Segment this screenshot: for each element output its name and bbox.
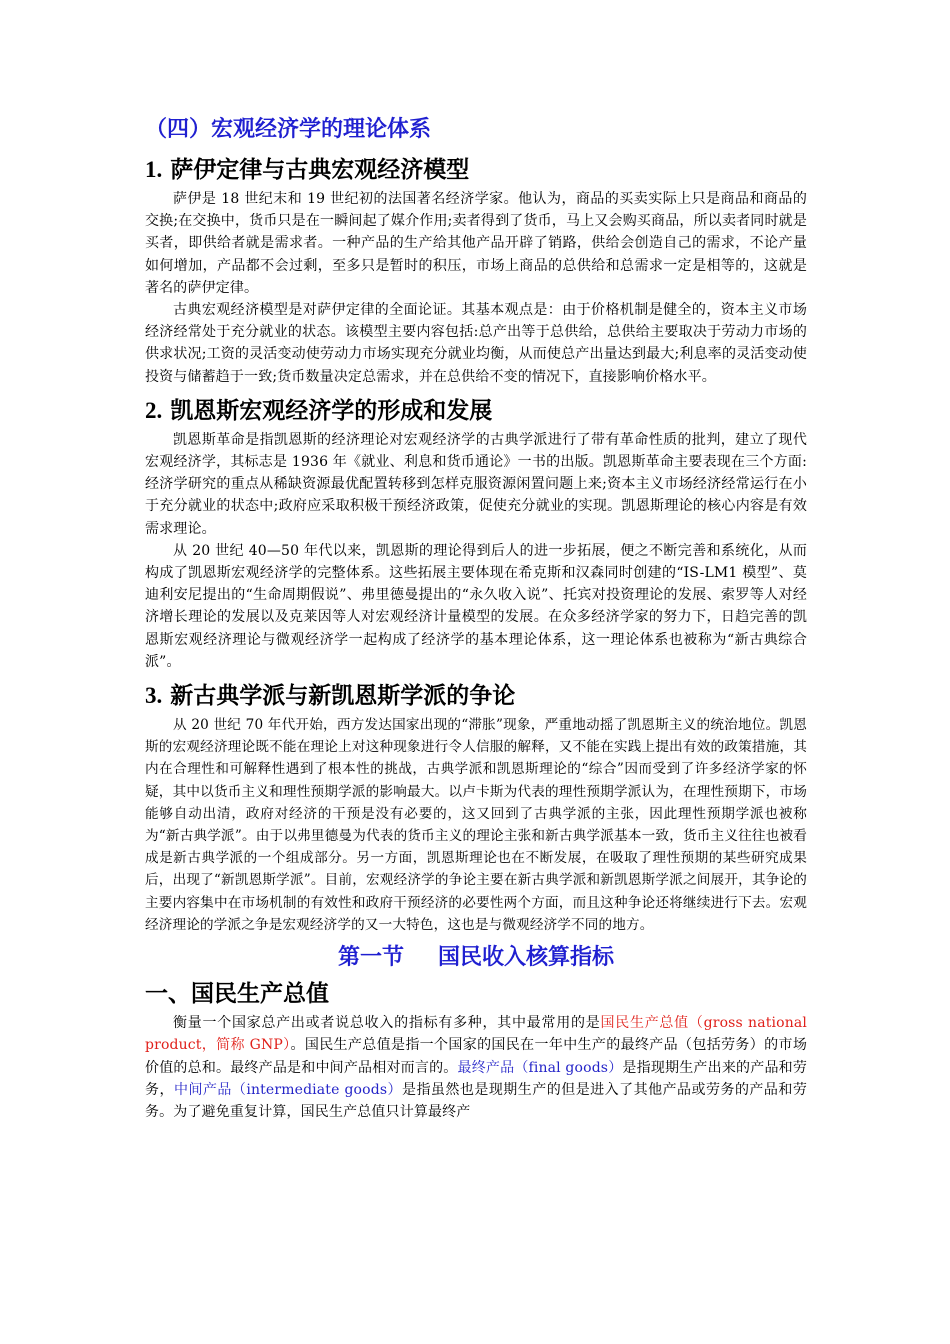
gnp-text-2: 。国民生产总值是指一个国家的国民在一年中生产的最终产品（包括劳务）的市场价值的总和。最终产品是和中间产品相对而言的。 [145, 1037, 807, 1076]
chapter-title [145, 940, 807, 976]
heading-text: 凯恩斯宏观经济学的形成和发展 [170, 396, 493, 424]
paragraph-schools-debate: 从 20 世纪 70 年代开始，西方发达国家出现的“滞胀”现象，严重地动摇了凯恩斯主义的统治地位。凯恩斯的宏观经济理论既不能在理论上对这种现象进行令人信服的解释，又不能在实践上提出有效的政策措施，其内在合理性和可解释性遇到了根本性的挑战，古典学派和凯恩斯理论的“综合”因而受到了许多经济学家的怀疑，其中以货币主义和理性预期学派的影响最大。以卢卡斯为代表的理性预期学派认为，在理性预期下，市场能够自动出清，政府对经济的干预是没有必要的，这又回到了古典学派的主张，因此理性预期学派也被称为“新古典学派”。由于以弗里德曼为代表的货币主义的理论主张和新古典学派基本一致，货币主义往往也被看成是新古典学派的一个组成部分。另一方面，凯恩斯理论也在不断发展，在吸取了理性预期的某些研究成果后，出现了“新凯恩斯学派”。目前，宏观经济学的争论主要在新古典学派和新凯恩斯学派之间展开，其争论的主要内容集中在市场机制的有效性和政府干预经济的必要性两个方面，而且这种争论还将继续进行下去。宏观经济理论的学派之争是宏观经济学的又一大特色，这也是与微观经济学不同的地方。 [145, 717, 807, 933]
document-page [145, 112, 807, 1123]
paragraph-gnp [145, 1012, 807, 1123]
paragraph-classical-model: 古典宏观经济模型是对萨伊定律的全面论证。其基本观点是：由于价格机制是健全的，资本主义市场经济经常处于充分就业的状态。该模型主要内容包括:总产出等于总供给，总供给主要取决于劳动力市场的供求状况;工资的灵活变动使劳动力市场实现充分就业均衡，从而使总产出量达到最大;利息率的灵活变动使投资与储蓄趋于一致;货币数量决定总需求，并在总供给不变的情况下，直接影响价格水平。 [145, 302, 807, 385]
chapter-number: 第一节 [337, 945, 404, 971]
paragraph-keynesian-development: 从 20 世纪 40—50 年代以来，凯恩斯的理论得到后人的进一步拓展，便之不断完善和系统化，从而构成了凯恩斯宏观经济学的完整体系。这些拓展主要体现在希克斯和汉森同时创建的“IS-LM1 模型”、莫迪利安尼提出的“生命周期假说”、弗里德曼提出的“永久收入说”、托宾对投资理论的发展、索罗等人对经济增长理论的发展以及克莱因等人对宏观经济计量模型的发展。在众多经济学家的努力下，日趋完善的凯恩斯宏观经济理论与微观经济学一起构成了经济学的基本理论体系，这一理论体系也被称为“新古典综合派”。 [145, 542, 807, 670]
heading-text: 萨伊定律与古典宏观经济模型 [170, 156, 470, 183]
chapter-name: 国民收入核算指标 [438, 945, 615, 971]
heading-number: 2. [145, 397, 163, 423]
gnp-text-3: 是指现期生产出来的产品和劳务， [145, 1059, 808, 1098]
heading-say-law [145, 152, 807, 188]
intermediate-goods-term: 中间产品（intermediate goods） [173, 1081, 402, 1098]
gnp-text-1: 衡量一个国家总产出或者说总收入的指标有多种，其中最常用的是 [173, 1015, 601, 1032]
gnp-term: 国民生产总值（gross national product，简称 GNP） [145, 1015, 807, 1054]
section-title: （四）宏观经济学的理论体系 [145, 117, 432, 142]
heading-keynesian [145, 393, 807, 429]
paragraph-say-law: 萨伊是 18 世纪末和 19 世纪初的法国著名经济学家。他认为，商品的买卖实际上只是商品和商品的交换;在交换中，货币只是在一瞬间起了媒介作用;卖者得到了货币，马上又会购买商品，所以卖者同时就是买者，即供给者就是需求者。一种产品的生产给其他产品开辟了销路，供给会创造自己的需求，不论产量如何增加，产品都不会过剩，至多只是暂时的积压，市场上商品的总供给和总需求一定是相等的，这就是著名的萨伊定律。 [145, 191, 807, 296]
subsection-title: 一、国民生产总值 [145, 980, 329, 1008]
final-goods-term: 最终产品（final goods） [457, 1059, 623, 1076]
gnp-text-4: 是指虽然也是现期生产的但是进入了其他产品或劳务的产品和劳务。为了避免重复计算，国民生产总值只计算最终产 [145, 1081, 808, 1120]
heading-number: 3. [145, 683, 163, 709]
paragraph-keynesian-revolution: 凯恩斯革命是指凯恩斯的经济理论对宏观经济学的古典学派进行了带有革命性质的批判，建立了现代宏观经济学，其标志是 1936 年《就业、利息和货币通论》一书的出版。凯恩斯革命主要表现在三个方面:经济学研究的重点从稀缺资源最优配置转移到怎样克服资源闲置问题上来;资本主义市场经济经常运行在小于充分就业的状态中;政府应采取积极干预经济政策，促使充分就业的实现。凯恩斯理论的核心内容是有效需求理论。 [145, 431, 807, 537]
heading-number: 1. [145, 157, 163, 182]
heading-text: 新古典学派与新凯恩斯学派的争论 [170, 682, 516, 710]
heading-schools-debate [145, 678, 807, 714]
